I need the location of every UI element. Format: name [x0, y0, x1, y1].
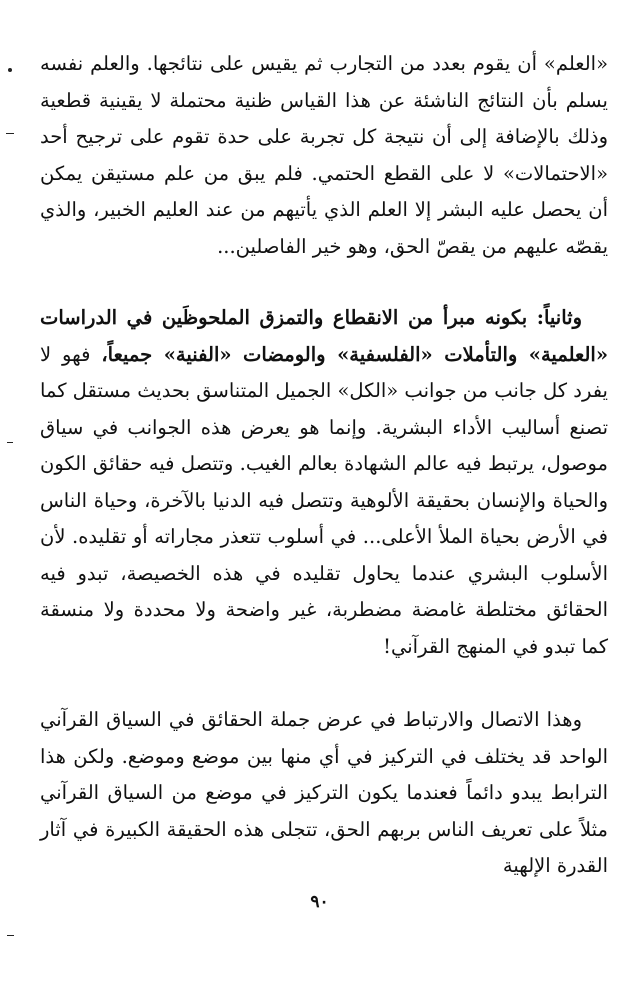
paragraph-3-body: وهذا الاتصال والارتباط في عرض جملة الحقائق في السياق القرآني الواحد قد يختلف في التركيز في أي منها بين موضع وموضع. ولكن هذا الترابط يبدو دائماً فعندما يكون التركيز في موضع من السياق القرآني مثلاً على تعريف الناس بربهم الحق، تتجلى هذه الحقيقة الكبيرة في آثار القدرة الإلهية	[40, 708, 608, 877]
paragraph-1-text: «العلم» أن يقوم بعدد من التجارب ثم يقيس على نتائجها. والعلم نفسه يسلم بأن النتائج الناشئة عن هذا القياس ظنية محتملة لا يقينية قطعية وذلك بالإضافة إلى أن نتيجة كل تجربة على حدة تقوم على ترجيح أحد «الاحتمالات» لا على القطع الحتمي. فلم يبق من علم مستيقن يمكن أن يحصل عليه البشر إلا العلم الذي يأتيهم من عند العليم الخبير، والذي يقصّه عليهم من يقصّ الحق، وهو خير الفاصلين...	[40, 52, 609, 258]
page-number: ٩٠	[310, 892, 329, 912]
margin-mark	[6, 133, 14, 134]
paragraph-3	[40, 702, 608, 885]
margin-mark	[7, 442, 13, 443]
paragraph-1	[40, 46, 608, 265]
margin-mark	[7, 935, 14, 936]
paragraph-2	[40, 300, 608, 665]
paragraph-2-text	[40, 300, 608, 665]
paragraph-2-heading: وثانياً: بكونه مبرأ من الانقطاع والتمزق الملحوظَين في الدراسات «العلمية» والتأملات «الفلسفية» والومضات «الفنية» جميعاً،	[40, 306, 609, 366]
paragraph-2-body: فهو لا يفرد كل جانب من جوانب «الكل» الجميل المتناسق بحديث مستقل كما تصنع أساليب الأداء البشرية. وإنما هو يعرض هذه الجوانب في سياق موصول، يرتبط فيه عالم الشهادة بعالم الغيب. وتتصل فيه حقائق الكون والحياة والإنسان بحقيقة الألوهية وتتصل فيه الدنيا بالآخرة، وحياة الناس في الأرض بحياة الملأ الأعلى... في أسلوب تتعذر مجاراته أو تقليده. لأن الأسلوب البشري عندما يحاول تقليده في هذه الخصيصة، تبدو فيه الحقائق مختلطة غامضة مضطربة، غير واضحة ولا محددة ولا منسقة كما تبدو في المنهج القرآني!	[39, 342, 608, 658]
margin-dot	[8, 68, 12, 72]
paragraph-3-text	[40, 702, 608, 885]
